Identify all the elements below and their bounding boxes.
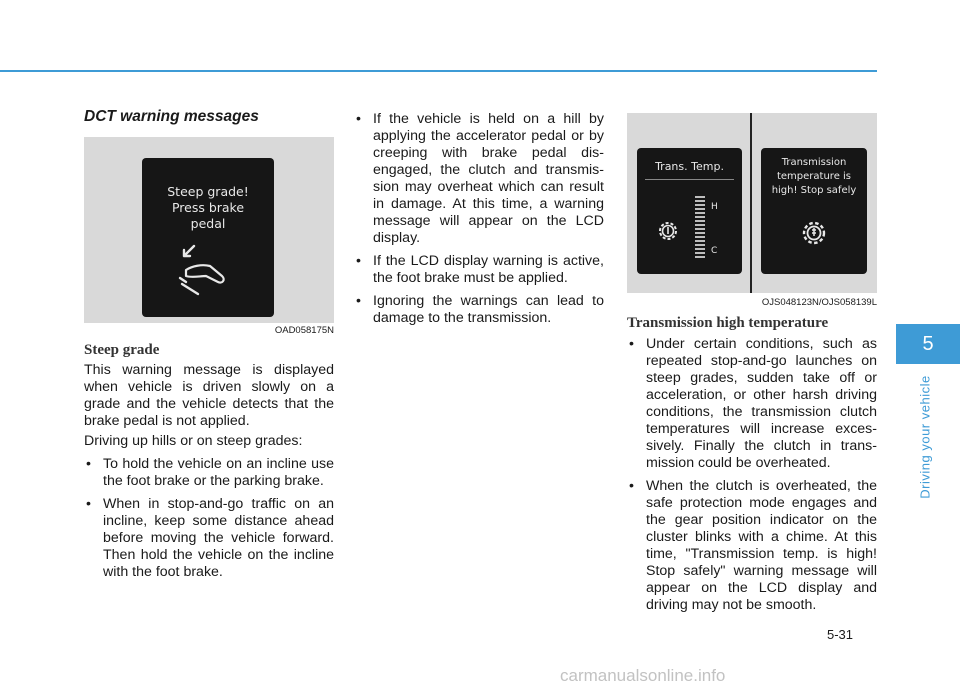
display-line: Steep grade! bbox=[167, 184, 249, 199]
display-line: temperature is bbox=[776, 171, 852, 182]
gear-temperature-icon bbox=[655, 218, 681, 244]
figure-caption: OJS048123N/OJS058139L bbox=[761, 297, 877, 308]
chapter-title-text: Driving your vehicle bbox=[917, 375, 933, 499]
list-item: • Ignoring the warnings can lead to damage to the transmission. bbox=[354, 293, 604, 327]
steep-grade-intro: Driving up hills or on steep grades: bbox=[84, 433, 303, 449]
list-item: • When in stop-and-go traffic on an incline, keep some distance ahead before moving the vehicle forward. Then hold the vehicle on the incline with the foot brake. bbox=[84, 496, 334, 581]
chapter-tab: 5 bbox=[896, 324, 960, 364]
trans-temp-display bbox=[637, 148, 742, 274]
display-line: high! Stop safely bbox=[771, 185, 857, 196]
trans-temp-heading: Transmission high temperature bbox=[627, 315, 829, 331]
watermark: carmanualsonline.info bbox=[560, 666, 726, 685]
hill-warning-list bbox=[354, 111, 604, 333]
display-title-rule bbox=[645, 179, 734, 180]
transmission-temp-figure bbox=[627, 113, 877, 293]
foot-on-brake-pedal-icon bbox=[172, 240, 242, 300]
gauge-low-label: C bbox=[711, 246, 718, 256]
figure-divider bbox=[750, 113, 752, 293]
list-item: • If the vehicle is held on a hill by applying the accelerator pedal or by creeping with brake pedal dis-engaged, the clutch and transmis-sion may overheat which can result in damage. At this time, a warning message will appear on the LCD display. bbox=[354, 111, 604, 247]
list-item: • To hold the vehicle on an incline use the foot brake or the parking brake. bbox=[84, 456, 334, 490]
gauge-high-label: H bbox=[711, 202, 718, 212]
list-item: • When the clutch is overheated, the safe protection mode engages and the gear position indicator on the cluster blinks with a chime. At this time, "Transmission temp. is high! Stop safely" warning message will appear on the LCD display and driving may not be smooth. bbox=[627, 478, 877, 614]
section-title: DCT warning messages bbox=[84, 108, 259, 125]
steep-grade-heading: Steep grade bbox=[84, 342, 160, 358]
display-line: Transmission bbox=[781, 157, 847, 168]
trans-temp-list bbox=[627, 336, 877, 620]
display-line: Press brake bbox=[171, 200, 245, 215]
temperature-gauge bbox=[695, 196, 705, 258]
steep-grade-list bbox=[84, 456, 334, 587]
gear-temperature-warning-icon bbox=[799, 218, 829, 248]
chapter-title bbox=[910, 377, 940, 497]
display-line: pedal bbox=[190, 216, 226, 231]
list-item: • If the LCD display warning is active, the foot brake must be applied. bbox=[354, 253, 604, 287]
figure-caption: OAD058175N bbox=[274, 325, 334, 336]
steep-grade-paragraph: This warning message is displayed when vehicle is driven slowly on a grade and the vehicle detects that the brake pedal is not applied. bbox=[84, 362, 334, 429]
steep-grade-display bbox=[142, 158, 274, 317]
page-number: 5-31 bbox=[827, 627, 854, 642]
header-rule bbox=[0, 70, 877, 72]
steep-grade-figure bbox=[84, 137, 334, 323]
trans-warning-display bbox=[761, 148, 867, 274]
list-item: • Under certain conditions, such as repeated stop-and-go launches on steep grades, sudden take off or acceleration, or other harsh driving conditions, the transmission clutch temperatures will increase exces-sively. Finally the clutch in trans-mission could be overheated. bbox=[627, 336, 877, 472]
display-title: Trans. Temp. bbox=[655, 160, 724, 173]
